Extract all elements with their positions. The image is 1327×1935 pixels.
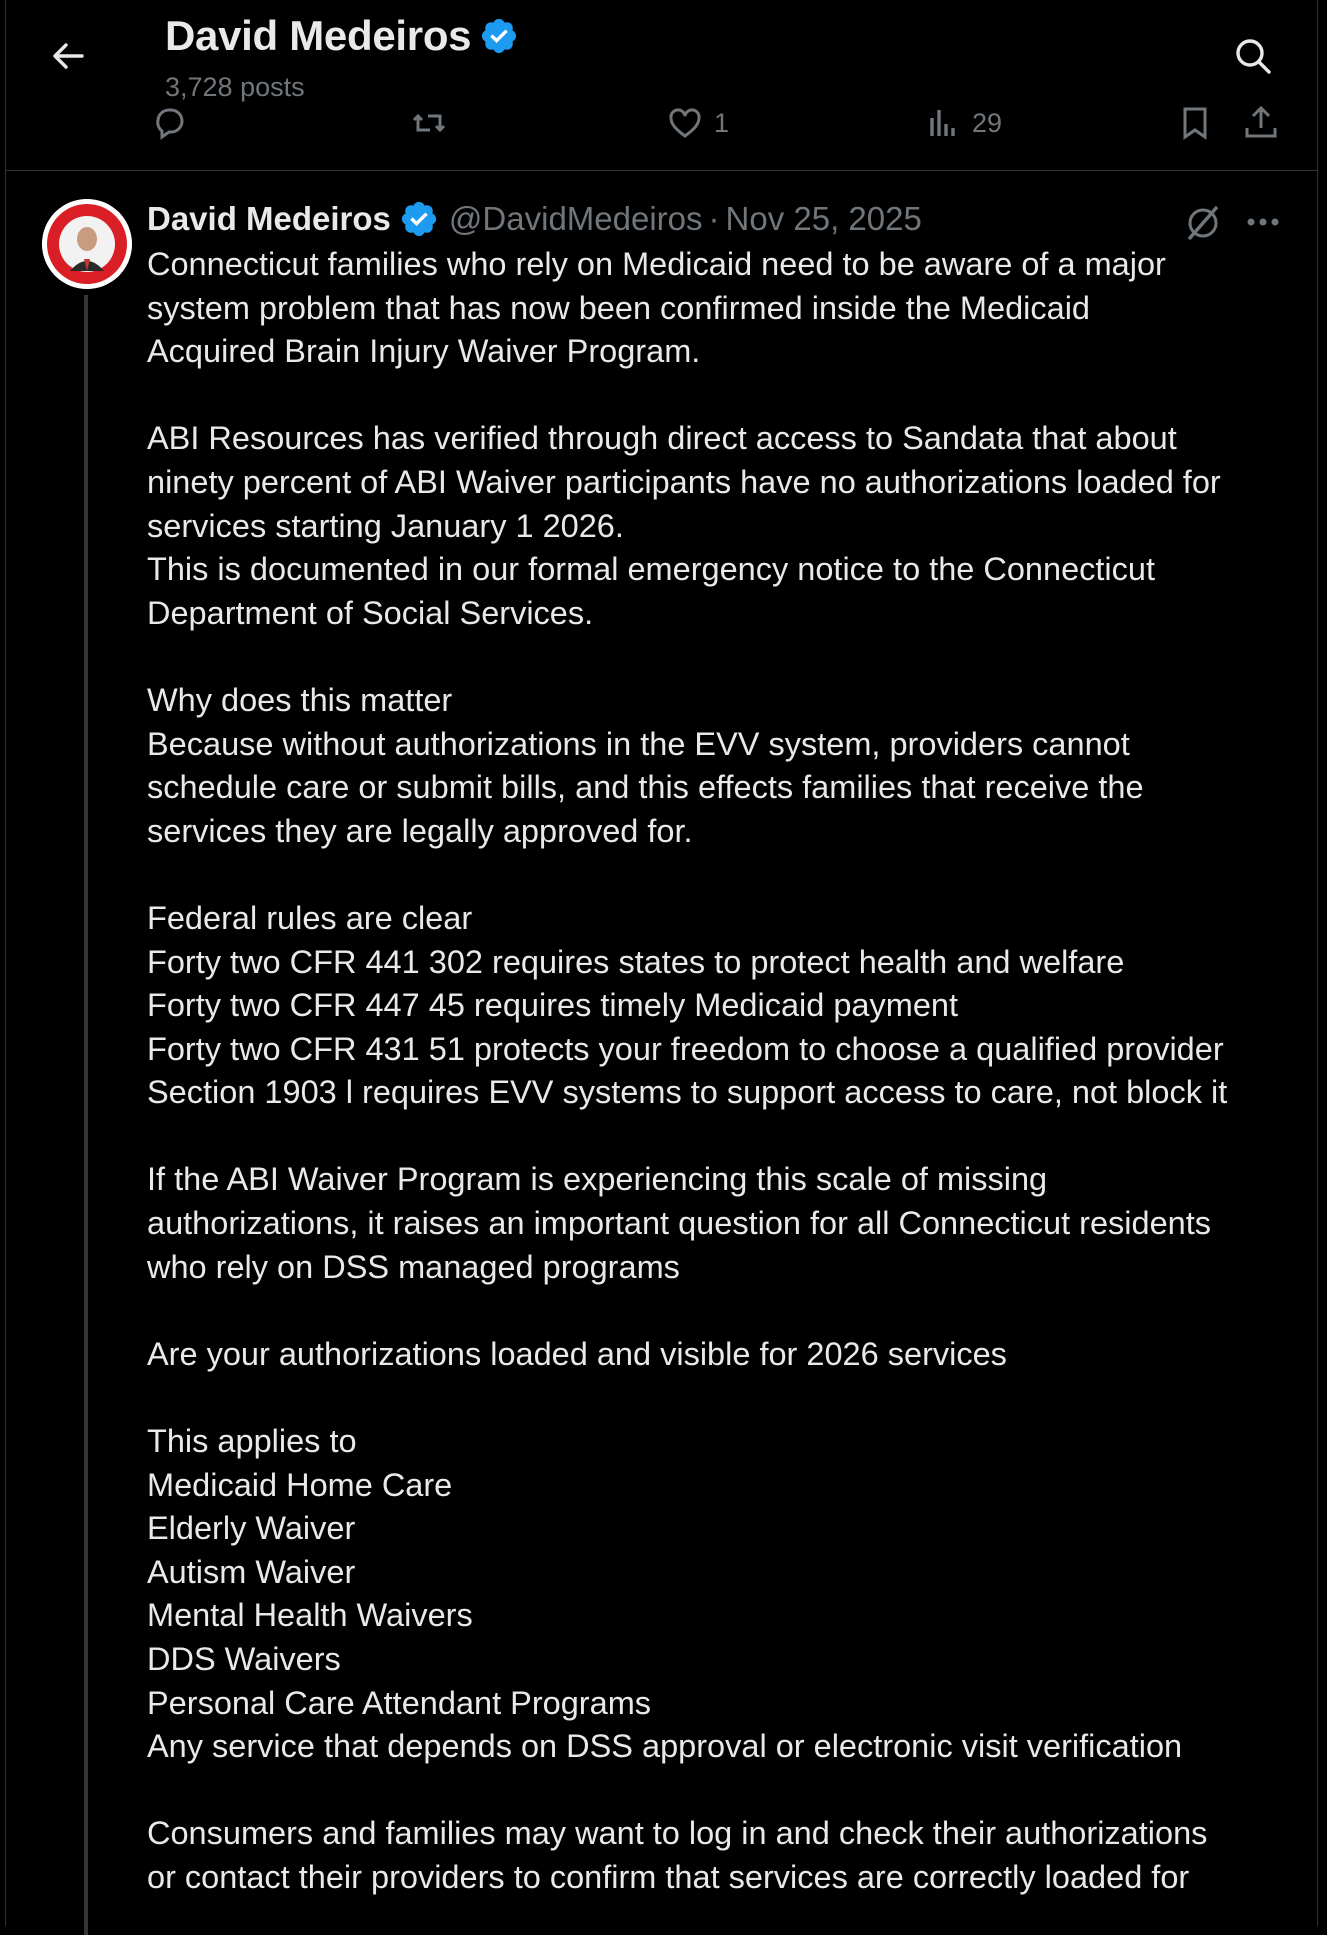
back-arrow-icon[interactable] xyxy=(46,34,90,78)
like-button[interactable] xyxy=(666,104,729,142)
previous-post-actions xyxy=(6,104,1317,144)
tweet-text-line: Consumers and families may want to log in and check their authorizations xyxy=(147,1815,1208,1852)
tweet-text xyxy=(147,243,1287,1900)
blank-line xyxy=(147,1769,1287,1813)
timeline-column xyxy=(5,0,1318,1926)
separator-dot: · xyxy=(708,200,720,237)
tweet-text-line: Elderly Waiver xyxy=(147,1510,356,1547)
tweet-text-line: Autism Waiver xyxy=(147,1553,356,1590)
tweet-text-line: This applies to xyxy=(147,1423,357,1460)
like-icon xyxy=(666,104,704,142)
grok-icon[interactable] xyxy=(1181,201,1225,245)
reply-icon[interactable] xyxy=(150,104,188,142)
tweet-text-line: Why does this matter xyxy=(147,681,453,718)
tweet-text-line: Mental Health Waivers xyxy=(147,1597,473,1634)
tweet-text-line: Forty two CFR 431 51 protects your freedom to choose a qualified provider xyxy=(147,1030,1224,1067)
tweet-text-line: services starting January 1 2026. xyxy=(147,507,624,544)
header-name: David Medeiros xyxy=(165,12,472,59)
tweet-text-line: Personal Care Attendant Programs xyxy=(147,1684,652,1721)
tweet-text-line: ABI Resources has verified through direct access to Sandata that about xyxy=(147,420,1177,457)
tweet-text-line: Forty two CFR 441 302 requires states to protect health and welfare xyxy=(147,943,1125,980)
blank-line xyxy=(147,374,1287,418)
bookmark-icon[interactable] xyxy=(1176,104,1214,142)
tweet-text-line: Forty two CFR 447 45 requires timely Medicaid payment xyxy=(147,987,959,1024)
tweet-text-line: services they are legally approved for. xyxy=(147,812,693,849)
share-icon[interactable] xyxy=(1242,104,1280,142)
blank-line xyxy=(147,1115,1287,1159)
tweet-text-line: If the ABI Waiver Program is experiencing this scale of missing xyxy=(147,1161,1048,1198)
tweet-header xyxy=(147,199,922,239)
tweet-text-line: This is documented in our formal emergency notice to the Connecticut xyxy=(147,551,1156,588)
tweet-text-line: Section 1903 l requires EVV systems to support access to care, not block it xyxy=(147,1074,1228,1111)
tweet-text-line: Department of Social Services. xyxy=(147,594,594,631)
tweet-text-line: Are your authorizations loaded and visible for 2026 services xyxy=(147,1335,1007,1372)
tweet-text-line: who rely on DSS managed programs xyxy=(147,1248,680,1285)
post-count: 3,728 posts xyxy=(165,72,305,102)
page-title xyxy=(165,12,519,60)
tweet-author-name[interactable]: David Medeiros xyxy=(147,200,391,237)
tweet-text-line: ninety percent of ABI Waiver participants have no authorizations loaded for xyxy=(147,463,1221,500)
search-icon[interactable] xyxy=(1231,34,1275,78)
views-count: 29 xyxy=(972,107,1003,138)
views-icon xyxy=(924,104,962,142)
tweet-text-line: DDS Waivers xyxy=(147,1641,341,1677)
repost-icon[interactable] xyxy=(410,104,448,142)
tweet-text-line: schedule care or submit bills, and this effects families that receive the xyxy=(147,769,1144,806)
blank-line xyxy=(147,1376,1287,1420)
tweet-text-line: Federal rules are clear xyxy=(147,899,473,936)
tweet-date[interactable]: Nov 25, 2025 xyxy=(725,200,922,237)
profile-header xyxy=(6,0,1317,171)
tweet[interactable] xyxy=(6,171,1317,1926)
tweet-text-line: Connecticut families who rely on Medicaid need to be aware of a major xyxy=(147,246,1166,282)
blank-line xyxy=(147,635,1287,679)
tweet-author-handle[interactable]: @DavidMedeiros xyxy=(448,200,703,237)
tweet-text-line: Any service that depends on DSS approval or electronic visit verification xyxy=(147,1728,1183,1765)
views-button[interactable] xyxy=(924,104,1002,142)
like-count: 1 xyxy=(714,107,730,138)
tweet-text-line: system problem that has now been confirmed inside the Medicaid xyxy=(147,289,1090,326)
blank-line xyxy=(147,853,1287,897)
verified-badge-icon xyxy=(399,199,439,239)
thread-line xyxy=(84,295,88,1935)
avatar[interactable] xyxy=(42,199,132,289)
tweet-text-line: or contact their providers to confirm that services are correctly loaded for xyxy=(147,1858,1190,1895)
blank-line xyxy=(147,1289,1287,1333)
verified-badge-icon xyxy=(479,16,519,56)
more-icon[interactable] xyxy=(1241,207,1285,237)
tweet-text-line: Acquired Brain Injury Waiver Program. xyxy=(147,333,701,370)
tweet-text-line: authorizations, it raises an important question for all Connecticut residents xyxy=(147,1205,1212,1242)
tweet-text-line: Because without authorizations in the EVV system, providers cannot xyxy=(147,725,1130,762)
tweet-text-line: Medicaid Home Care xyxy=(147,1466,453,1503)
